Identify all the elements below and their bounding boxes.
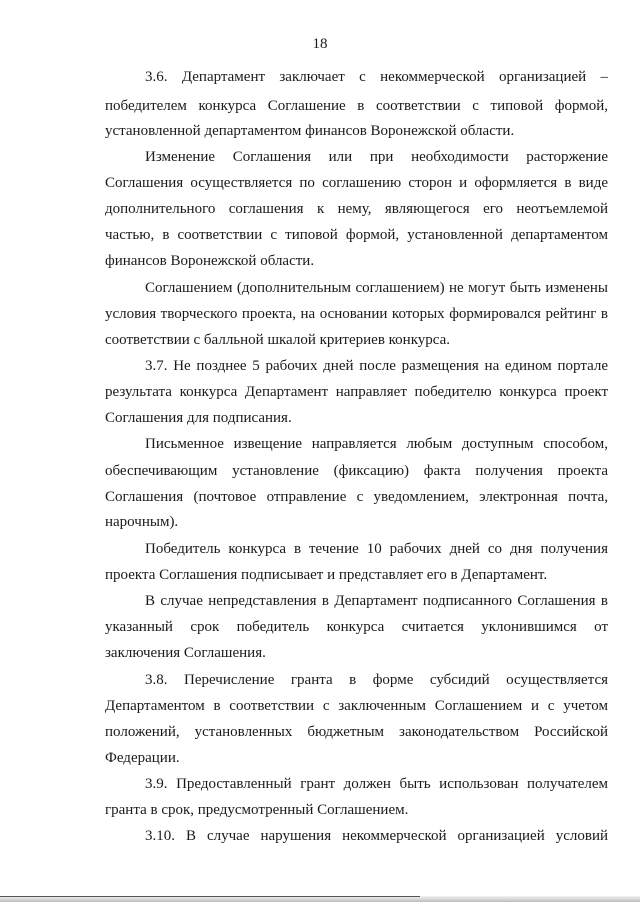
text-line: 3.8. Перечисление гранта в форме субсидий осуществляется (145, 672, 608, 688)
text-line: 3.6. Департамент заключает с некоммерческой организацией – (145, 69, 608, 85)
text-line: нарочным). (105, 514, 179, 530)
text-line: Соглашения для подписания. (105, 410, 292, 426)
text-line: победителем конкурса Соглашение в соответствии с типовой формой, (105, 98, 608, 114)
text-line: установленной департаментом финансов Воронежской области. (105, 123, 515, 139)
scan-edge (0, 896, 640, 902)
text-line: Письменное извещение направляется любым доступным способом, (145, 436, 608, 452)
text-line: финансов Воронежской области. (105, 253, 315, 269)
text-line: дополнительного соглашения к нему, являющегося его неотъемлемой (105, 201, 608, 217)
text-line: указанный срок победитель конкурса считается уклонившимся от (105, 619, 608, 635)
text-line: Изменение Соглашения или при необходимости расторжение (145, 149, 608, 165)
text-line: Соглашением (дополнительным соглашением) не могут быть изменены (145, 280, 608, 296)
text-line: обеспечивающим установление (фиксацию) факта получения проекта (105, 463, 608, 479)
text-line: Федерации. (105, 750, 180, 766)
text-line: положений, установленных бюджетным законодательством Российской (105, 724, 608, 740)
text-line: Победитель конкурса в течение 10 рабочих дней со дня получения (145, 541, 608, 557)
text-line: гранта в срок, предусмотренный Соглашением. (105, 802, 409, 818)
text-line: В случае непредставления в Департамент подписанного Соглашения в (145, 593, 608, 609)
text-line: частью, в соответствии с типовой формой, установленной департаментом (105, 227, 608, 243)
text-line: результата конкурса Департамент направляет победителю конкурса проект (105, 384, 608, 400)
text-line: Соглашения осуществляется по соглашению сторон и оформляется в виде (105, 175, 608, 191)
text-line: условия творческого проекта, на основании которых формировался рейтинг в (105, 306, 608, 322)
text-line: Департаментом в соответствии с заключенным Соглашением и с учетом (105, 698, 608, 714)
text-line: Соглашения (почтовое отправление с уведомлением, электронная почта, (105, 489, 608, 505)
text-line: заключения Соглашения. (105, 645, 266, 661)
text-line: 3.7. Не позднее 5 рабочих дней после размещения на едином портале (145, 358, 608, 374)
text-line: соответствии с балльной шкалой критериев конкурса. (105, 332, 451, 348)
page-number: 18 (312, 36, 328, 52)
text-line: проекта Соглашения подписывает и представляет его в Департамент. (105, 567, 548, 583)
text-line: 3.10. В случае нарушения некоммерческой организацией условий (145, 828, 608, 844)
text-line: 3.9. Предоставленный грант должен быть использован получателем (145, 776, 608, 792)
